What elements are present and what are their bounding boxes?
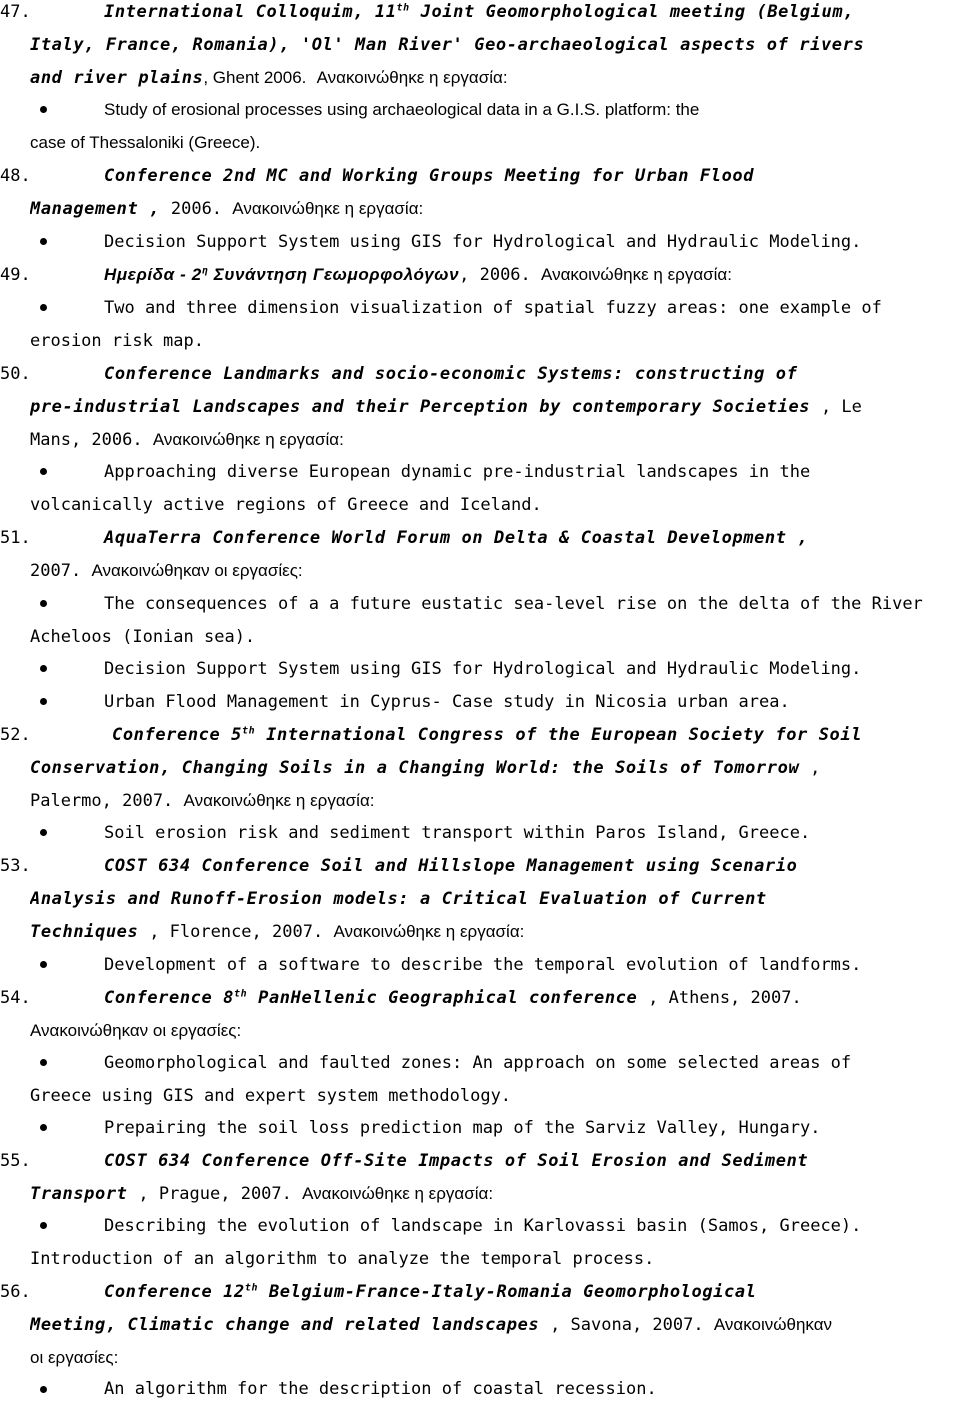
- list-item: An algorithm for the description of coastal recession.: [104, 1379, 657, 1399]
- item-title-sup: th: [242, 725, 256, 737]
- item-title: Συνάντηση Γεωμορφολόγων: [208, 265, 460, 284]
- bullet-icon: [40, 106, 47, 113]
- list-item: Introduction of an algorithm to analyze the temporal process.: [30, 1249, 655, 1269]
- item-number: 52.: [0, 725, 31, 745]
- item-suffix: Palermo, 2007.: [30, 791, 174, 811]
- bullet-icon: [40, 468, 47, 475]
- list-item: volcanically active regions of Greece and Iceland.: [30, 495, 542, 515]
- item-number: 55.: [0, 1151, 31, 1171]
- item-number: 47.: [0, 2, 31, 22]
- bullet-icon: [40, 1059, 47, 1066]
- item-title: Italy, France, Romania), 'Ol' Man River' Geo-archaeological aspects of rivers: [30, 35, 865, 55]
- item-suffix: ,: [810, 758, 821, 778]
- item-title: Management ,: [30, 199, 171, 219]
- item-title: Ημερίδα - 2: [104, 265, 202, 284]
- list-item: [0, 526, 956, 550]
- item-suffix: , Savona, 2007.: [550, 1315, 704, 1335]
- list-item: Geomorphological and faulted zones: An approach on some selected areas of: [104, 1053, 852, 1073]
- list-item: Urban Flood Management in Cyprus- Case study in Nicosia urban area.: [104, 692, 790, 712]
- item-number: 56.: [0, 1282, 31, 1302]
- item-announce: Ανακοινώθηκε η εργασία:: [183, 791, 375, 810]
- item-announce: Ανακοινώθηκαν: [713, 1315, 833, 1334]
- list-item: The consequences of a a future eustatic sea-level rise on the delta of the River: [104, 594, 923, 614]
- item-number: 48.: [0, 166, 31, 186]
- item-title: pre-industrial Landscapes and their Perception by contemporary Societies: [30, 397, 821, 417]
- bullet-icon: [40, 829, 47, 836]
- item-suffix: , Prague, 2007.: [138, 1184, 292, 1204]
- item-suffix: , Le: [820, 397, 862, 417]
- list-item: Development of a software to describe the temporal evolution of landforms.: [104, 955, 862, 975]
- bullet-icon: [40, 238, 47, 245]
- bullet-icon: [40, 1386, 47, 1393]
- item-announce: Ανακοινώθηκε η εργασία:: [316, 68, 508, 87]
- item-suffix: , Athens, 2007.: [648, 988, 802, 1008]
- item-suffix: 2007.: [30, 561, 82, 581]
- item-suffix: 2006.: [170, 199, 223, 219]
- bullet-icon: [40, 1124, 47, 1131]
- item-suffix: , Ghent 2006.: [203, 68, 307, 87]
- item-announce: Ανακοινώθηκε η εργασία:: [302, 1184, 494, 1203]
- bullet-icon: [40, 961, 47, 968]
- item-title-sup: th: [244, 1282, 259, 1294]
- item-title: COST 634 Conference Off-Site Impacts of Soil Erosion and Sediment: [104, 1151, 809, 1171]
- list-item: [0, 723, 956, 747]
- item-title: Conference Landmarks and socio-economic Systems: constructing of: [104, 364, 798, 384]
- list-item: [0, 164, 956, 188]
- item-title: Conference 2nd MC and Working Groups Meeting for Urban Flood: [104, 166, 755, 186]
- list-item: [0, 854, 956, 878]
- list-item: Describing the evolution of landscape in Karlovassi basin (Samos, Greece).: [104, 1216, 862, 1236]
- list-item: [0, 1280, 956, 1304]
- item-title: COST 634 Conference Soil and Hillslope Management using Scenario: [104, 856, 798, 876]
- bullet-icon: [40, 600, 47, 607]
- list-item: case of Thessaloniki (Greece).: [30, 133, 261, 152]
- list-item: [0, 0, 956, 24]
- list-item: [0, 1149, 956, 1173]
- item-announce: Ανακοινώθηκε η εργασία:: [333, 922, 525, 941]
- bullet-icon: [40, 665, 47, 672]
- item-title: AquaTerra Conference World Forum on Delta & Coastal Development ,: [104, 528, 809, 548]
- item-title: International Colloquim, 11: [104, 2, 397, 22]
- item-title-sup: η: [201, 265, 209, 277]
- item-title-sup: th: [396, 2, 410, 14]
- list-item: [0, 362, 956, 386]
- list-item: Prepairing the soil loss prediction map of the Sarviz Valley, Hungary.: [104, 1118, 821, 1138]
- item-title: Meeting, Climatic change and related landscapes: [30, 1315, 551, 1335]
- list-item: Two and three dimension visualization of spatial fuzzy areas: one example of: [104, 298, 882, 318]
- bullet-icon: [40, 1222, 47, 1229]
- item-title: Conference 8: [104, 988, 235, 1008]
- item-suffix: Mans, 2006.: [30, 430, 143, 450]
- list-item: erosion risk map.: [30, 331, 204, 351]
- item-number: 49.: [0, 265, 31, 285]
- item-number: 51.: [0, 528, 31, 548]
- item-announce: Ανακοινώθηκαν οι εργασίες:: [91, 561, 303, 580]
- item-title: Conference 12: [104, 1282, 245, 1302]
- bullet-icon: [40, 304, 47, 311]
- item-announce: Ανακοινώθηκε η εργασία:: [152, 430, 344, 449]
- list-item: Decision Support System using GIS for Hydrological and Hydraulic Modeling.: [104, 232, 862, 252]
- list-item: Decision Support System using GIS for Hydrological and Hydraulic Modeling.: [104, 659, 862, 679]
- list-item: Acheloos (Ionian sea).: [30, 627, 256, 647]
- item-number: 53.: [0, 856, 31, 876]
- item-suffix: , Florence, 2007.: [149, 922, 324, 942]
- item-announce: Ανακοινώθηκε η εργασία:: [232, 199, 424, 218]
- item-announce: Ανακοινώθηκε η εργασία:: [541, 265, 732, 284]
- item-suffix: , 2006.: [459, 265, 531, 285]
- item-title: Techniques: [30, 922, 150, 942]
- list-item: [0, 263, 956, 287]
- item-title-sup: th: [234, 988, 248, 1000]
- item-title: International Congress of the European Society for Soil: [255, 725, 863, 745]
- item-title: Analysis and Runoff-Erosion models: a Critical Evaluation of Current: [30, 889, 767, 909]
- list-item: Greece using GIS and expert system methodology.: [30, 1086, 512, 1106]
- item-title: Transport: [30, 1184, 139, 1204]
- list-item: Soil erosion risk and sediment transport within Paros Island, Greece.: [104, 823, 811, 843]
- item-title: Conference 5: [112, 725, 243, 745]
- item-announce: Ανακοινώθηκαν οι εργασίες:: [30, 1021, 242, 1040]
- item-number: 50.: [0, 364, 31, 384]
- list-item: Approaching diverse European dynamic pre-industrial landscapes in the: [104, 462, 811, 482]
- item-title: Joint Geomorphological meeting (Belgium,: [409, 2, 855, 22]
- bullet-icon: [40, 698, 47, 705]
- item-title: Conservation, Changing Soils in a Changing World: the Soils of Tomorrow: [30, 758, 811, 778]
- item-title: and river plains: [30, 68, 204, 88]
- item-number: 54.: [0, 988, 31, 1008]
- item-title: Belgium-France-Italy-Romania Geomorphological: [258, 1282, 757, 1302]
- item-announce: οι εργασίες:: [30, 1348, 119, 1367]
- item-title: PanHellenic Geographical conference: [247, 988, 649, 1008]
- list-item: Study of erosional processes using archaeological data in a G.I.S. platform: the: [104, 100, 700, 119]
- list-item: [0, 986, 956, 1010]
